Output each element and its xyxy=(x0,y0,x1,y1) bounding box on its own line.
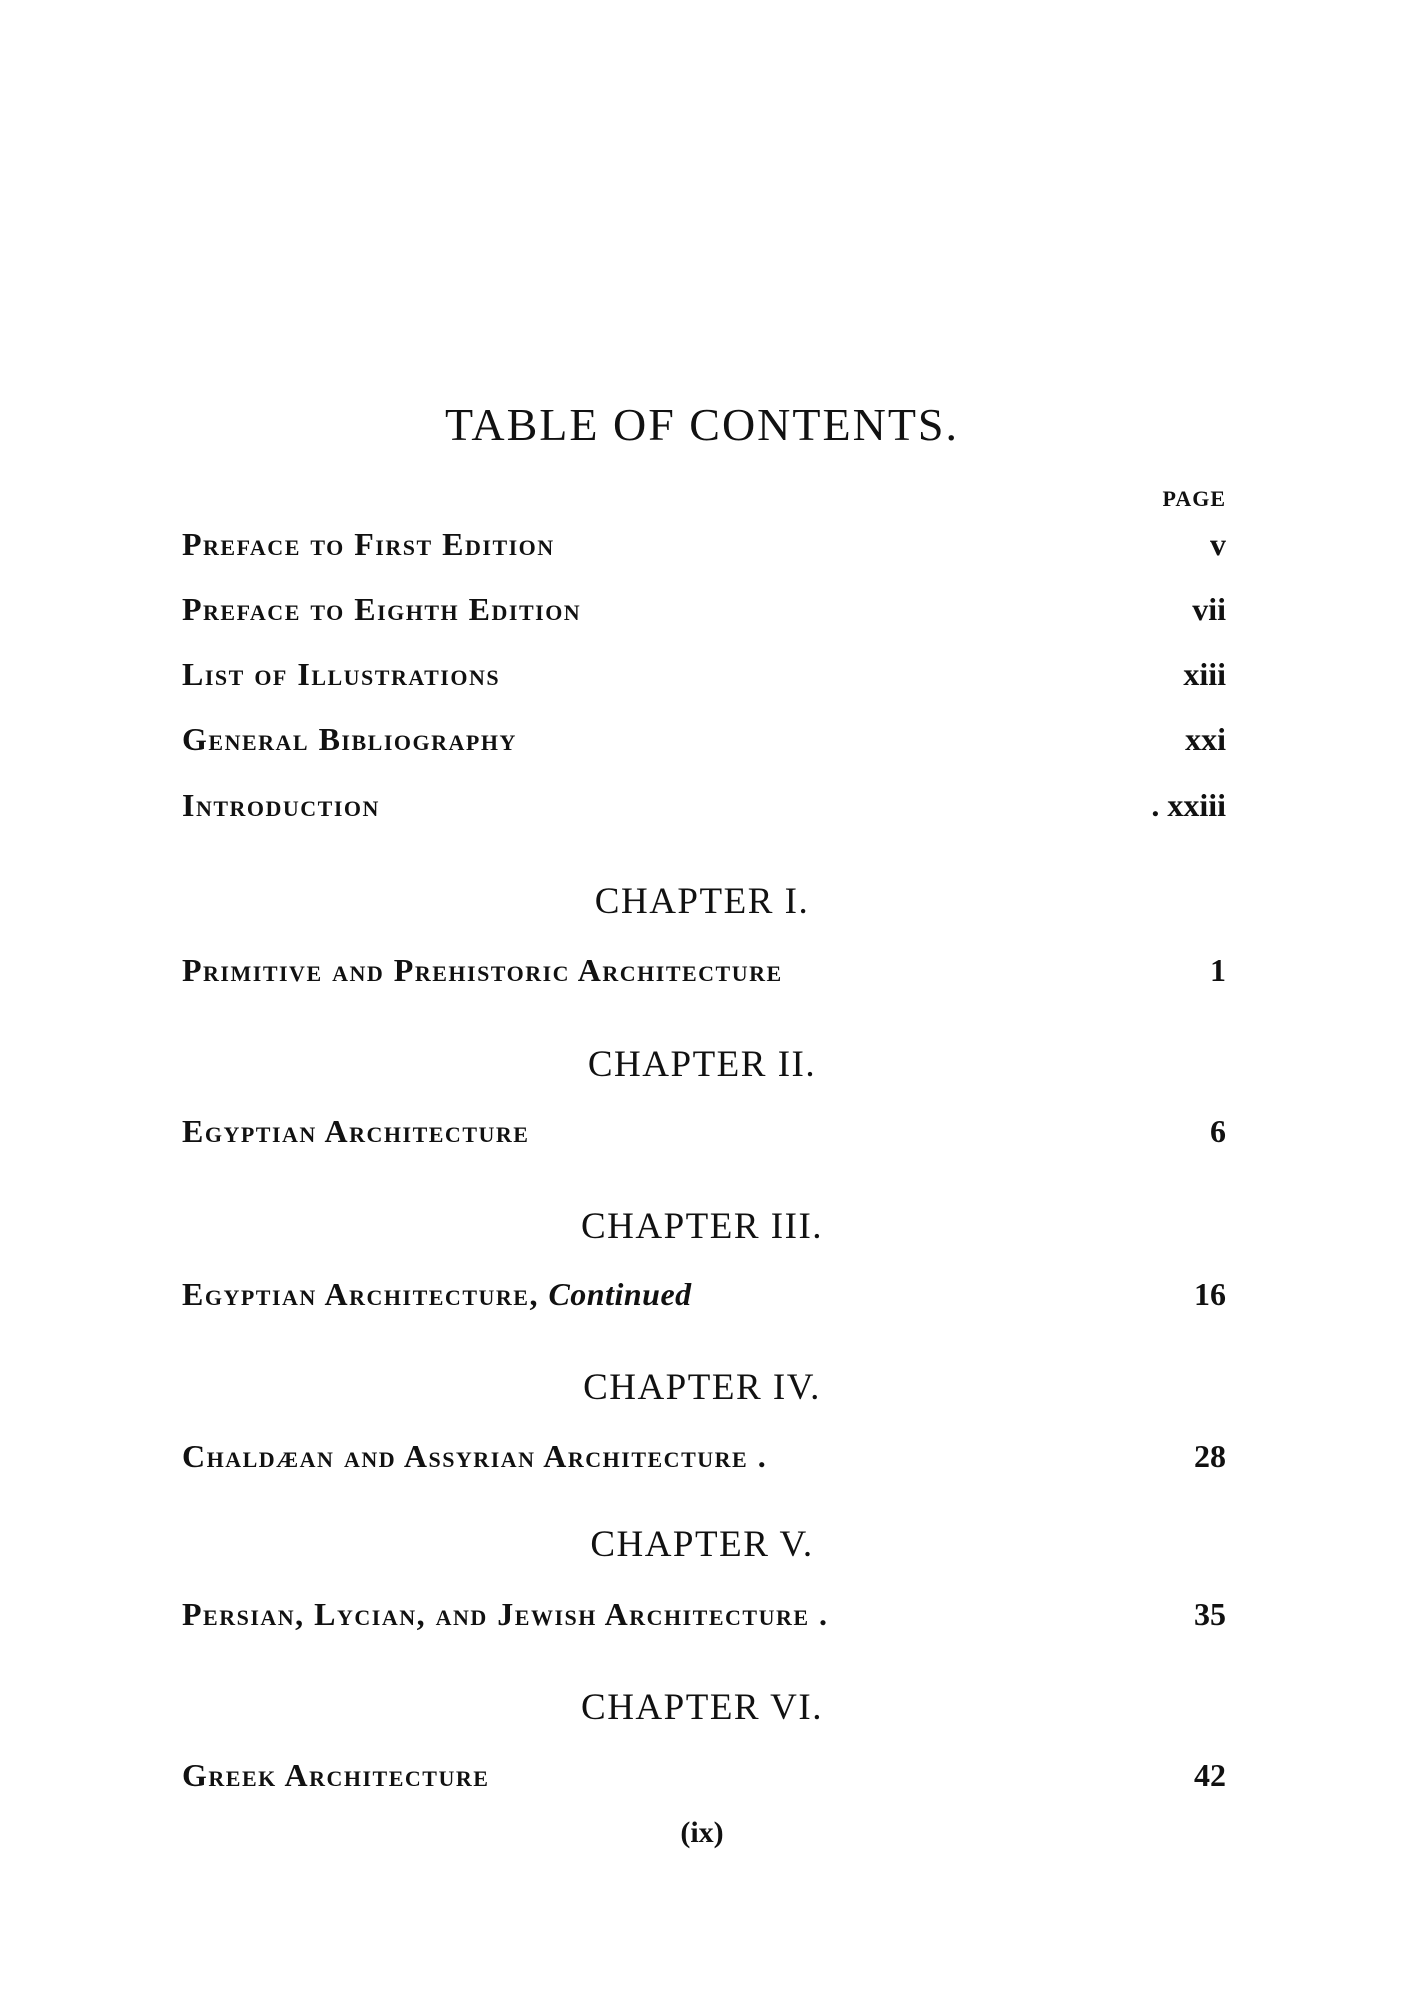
toc-entry-chapter-1 xyxy=(182,952,1226,992)
toc-entry-title: Preface to Eighth Edition xyxy=(182,591,582,627)
toc-entry-chapter-3 xyxy=(182,1276,1226,1316)
toc-entry-page: vii xyxy=(1192,591,1226,627)
chapter-heading-5: CHAPTER V. xyxy=(590,1524,814,1565)
toc-entry-title: List of Illustrations xyxy=(182,656,501,692)
toc-entry-chapter-2 xyxy=(182,1113,1226,1153)
toc-entry-page: xxi xyxy=(1185,721,1226,757)
toc-entry-page: . xxiii xyxy=(1151,787,1226,823)
chapter-heading-3: CHAPTER III. xyxy=(580,1206,824,1247)
toc-entry-page: xiii xyxy=(1183,656,1226,692)
toc-entry-list-of-illustrations xyxy=(182,656,1226,696)
toc-entry-page: v xyxy=(1210,526,1226,562)
toc-entry-chapter-6 xyxy=(182,1757,1226,1797)
chapter-heading-1: CHAPTER I. xyxy=(594,881,810,922)
chapter-heading-6: CHAPTER VI. xyxy=(581,1687,823,1728)
toc-entry-preface-eighth xyxy=(182,591,1226,631)
toc-entry-title: Greek Architecture xyxy=(182,1757,490,1793)
toc-entry-general-bibliography xyxy=(182,721,1226,761)
page-title: TABLE OF CONTENTS. xyxy=(444,399,960,450)
toc-entry-chapter-5 xyxy=(182,1596,1226,1636)
toc-entry-page: 42 xyxy=(1194,1757,1226,1793)
toc-entry-title: General Bibliography xyxy=(182,721,517,757)
toc-entry-title: Persian, Lycian, and Jewish Architecture . xyxy=(182,1596,829,1632)
toc-entry-title: Egyptian Architecture xyxy=(182,1113,530,1149)
toc-entry-page: 1 xyxy=(1210,952,1226,988)
toc-entry-chapter-4 xyxy=(182,1438,1226,1478)
chapter-heading-2: CHAPTER II. xyxy=(587,1044,817,1085)
toc-entry-title xyxy=(182,1276,692,1313)
page-column-label: PAGE xyxy=(1162,486,1226,511)
toc-entry-title-continued: Continued xyxy=(548,1276,692,1312)
chapter-heading-4: CHAPTER IV. xyxy=(583,1367,821,1408)
toc-entry-title: Chaldæan and Assyrian Architecture . xyxy=(182,1438,768,1474)
toc-entry-title-main: Egyptian Architecture, xyxy=(182,1276,539,1312)
toc-entry-title: Preface to First Edition xyxy=(182,526,555,562)
toc-entry-introduction xyxy=(182,787,1226,827)
toc-entry-title: Primitive and Prehistoric Architecture xyxy=(182,952,783,988)
toc-entry-page: 28 xyxy=(1194,1438,1226,1474)
page-folio: (ix) xyxy=(680,1816,724,1849)
toc-entry-page: 35 xyxy=(1194,1596,1226,1632)
toc-entry-preface-first xyxy=(182,526,1226,566)
toc-entry-title: Introduction xyxy=(182,787,380,823)
toc-entry-page: 6 xyxy=(1210,1113,1226,1149)
toc-entry-page: 16 xyxy=(1194,1276,1226,1312)
